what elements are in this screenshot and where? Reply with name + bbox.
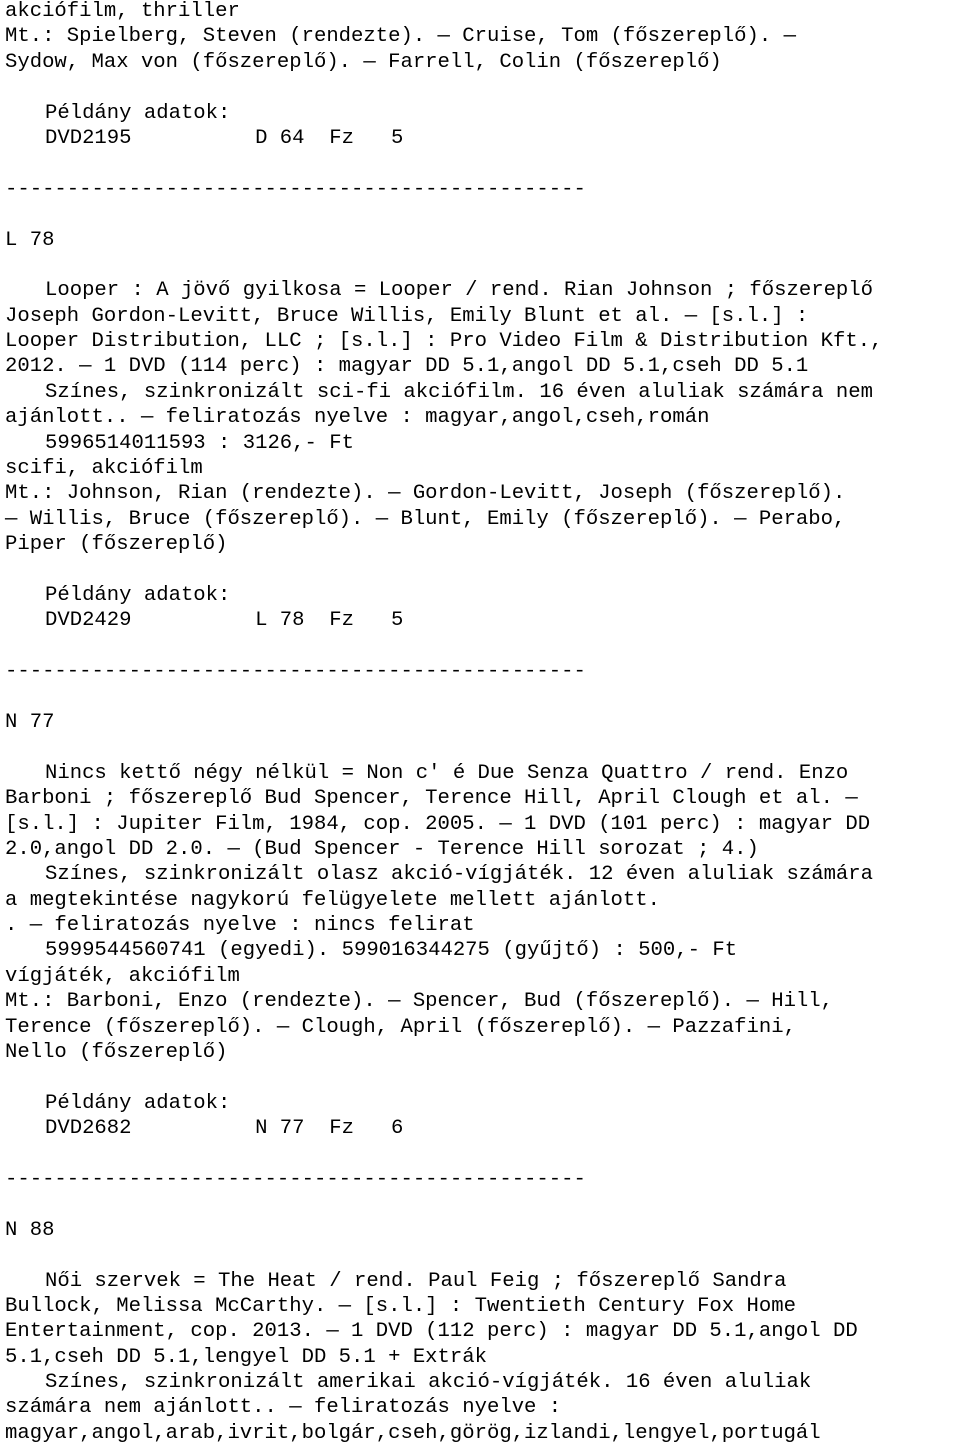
blank-line [5, 1142, 960, 1167]
entry-text-line: számára nem ajánlott.. — feliratozás nyelve : [5, 1396, 562, 1420]
entry-text-line: Mt.: Spielberg, Steven (rendezte). — Cruise, Tom (főszereplő). — [5, 25, 796, 49]
entry-text-line: vígjáték, akciófilm [5, 964, 240, 988]
copy-data-heading: Példány adatok: [45, 1091, 231, 1115]
copy-data-line: DVD2682 N 77 Fz 6 [45, 1117, 404, 1141]
entry-text-line: Mt.: Johnson, Rian (rendezte). — Gordon-Levitt, Joseph (főszereplő). [5, 482, 846, 506]
entry-text-line: Színes, szinkronizált sci-fi akciófilm. 16 éven aluliak számára nem [45, 380, 874, 404]
entry-text-line: Piper (főszereplő) [5, 533, 228, 557]
blank-line [5, 1243, 960, 1268]
separator-line: ----------------------------------------------- [5, 660, 586, 684]
entry-text-line: 2012. — 1 DVD (114 perc) : magyar DD 5.1,angol DD 5.1,cseh DD 5.1 [5, 355, 809, 379]
catalog-page [5, 0, 960, 1446]
entry-text-line: Entertainment, cop. 2013. — 1 DVD (112 perc) : magyar DD 5.1,angol DD [5, 1320, 858, 1344]
entry-text-line: Looper Distribution, LLC ; [s.l.] : Pro Video Film & Distribution Kft., [5, 330, 883, 354]
blank-line [5, 1192, 960, 1217]
entry-text-line: Looper : A jövő gyilkosa = Looper / rend. Rian Johnson ; főszereplő [45, 279, 874, 303]
separator-line: ----------------------------------------------- [5, 177, 586, 201]
entry-text-line: Sydow, Max von (főszereplő). — Farrell, Colin (főszereplő) [5, 50, 722, 74]
blank-line [5, 202, 960, 227]
catalog-entry-looper [5, 228, 960, 710]
entry-text-line: magyar,angol,arab,ivrit,bolgár,cseh,görög,izlandi,lengyel,portugál [5, 1421, 821, 1445]
entry-text-line: 5.1,cseh DD 5.1,lengyel DD 5.1 + Extrák [5, 1345, 487, 1369]
entry-text-line: . — feliratozás nyelve : nincs felirat [5, 914, 475, 938]
entry-text-line: akciófilm, thriller [5, 0, 240, 23]
entry-text-line: Terence (főszereplő). — Clough, April (főszereplő). — Pazzafini, [5, 1015, 796, 1039]
catalog-entry-nincs [5, 710, 960, 1218]
entry-code: L 78 [5, 228, 55, 252]
entry-text-line: ajánlott.. — feliratozás nyelve : magyar,angol,cseh,román [5, 406, 710, 430]
entry-text-line: [s.l.] : Jupiter Film, 1984, cop. 2005. — 1 DVD (101 perc) : magyar DD [5, 812, 871, 836]
entry-text-line: Nello (főszereplő) [5, 1041, 228, 1065]
blank-line [5, 634, 960, 659]
copy-data-line: DVD2195 D 64 Fz 5 [45, 126, 404, 150]
copy-data-heading: Példány adatok: [45, 583, 231, 607]
separator-line: ----------------------------------------------- [5, 1167, 586, 1191]
entry-text-line: Női szervek = The Heat / rend. Paul Feig ; főszereplő Sandra [45, 1269, 787, 1293]
entry-text-line: Barboni ; főszereplő Bud Spencer, Terence Hill, April Clough et al. — [5, 787, 858, 811]
blank-line [5, 685, 960, 710]
entry-text-line: — Willis, Bruce (főszereplő). — Blunt, Emily (főszereplő). — Perabo, [5, 507, 846, 531]
catalog-entry-top [5, 0, 960, 228]
entry-text-line: Bullock, Melissa McCarthy. — [s.l.] : Twentieth Century Fox Home [5, 1294, 796, 1318]
entry-text-line: Mt.: Barboni, Enzo (rendezte). — Spencer, Bud (főszereplő). — Hill, [5, 990, 834, 1014]
copy-data-heading: Példány adatok: [45, 101, 231, 125]
entry-text-line: 5996514011593 : 3126,- Ft [45, 431, 354, 455]
entry-code: N 88 [5, 1218, 55, 1242]
entry-code: N 77 [5, 710, 55, 734]
copy-data-line: DVD2429 L 78 Fz 5 [45, 609, 404, 633]
entry-text-line: Színes, szinkronizált olasz akció-vígjáték. 12 éven aluliak számára [45, 863, 874, 887]
blank-line [5, 558, 960, 583]
blank-line [5, 1065, 960, 1090]
entry-text-line: Joseph Gordon-Levitt, Bruce Willis, Emily Blunt et al. — [s.l.] : [5, 304, 809, 328]
catalog-entry-noi [5, 1218, 960, 1447]
blank-line [5, 151, 960, 176]
blank-line [5, 253, 960, 278]
entry-text-line: Színes, szinkronizált amerikai akció-vígjáték. 16 éven aluliak [45, 1371, 812, 1395]
blank-line [5, 735, 960, 760]
entry-text-line: scifi, akciófilm [5, 457, 203, 481]
entry-text-line: a megtekintése nagykorú felügyelete mellett ajánlott. [5, 888, 660, 912]
entry-text-line: Nincs kettő négy nélkül = Non c' é Due Senza Quattro / rend. Enzo [45, 761, 849, 785]
entry-text-line: 5999544560741 (egyedi). 599016344275 (gyűjtő) : 500,- Ft [45, 939, 738, 963]
blank-line [5, 75, 960, 100]
entry-text-line: 2.0,angol DD 2.0. — (Bud Spencer - Terence Hill sorozat ; 4.) [5, 837, 759, 861]
